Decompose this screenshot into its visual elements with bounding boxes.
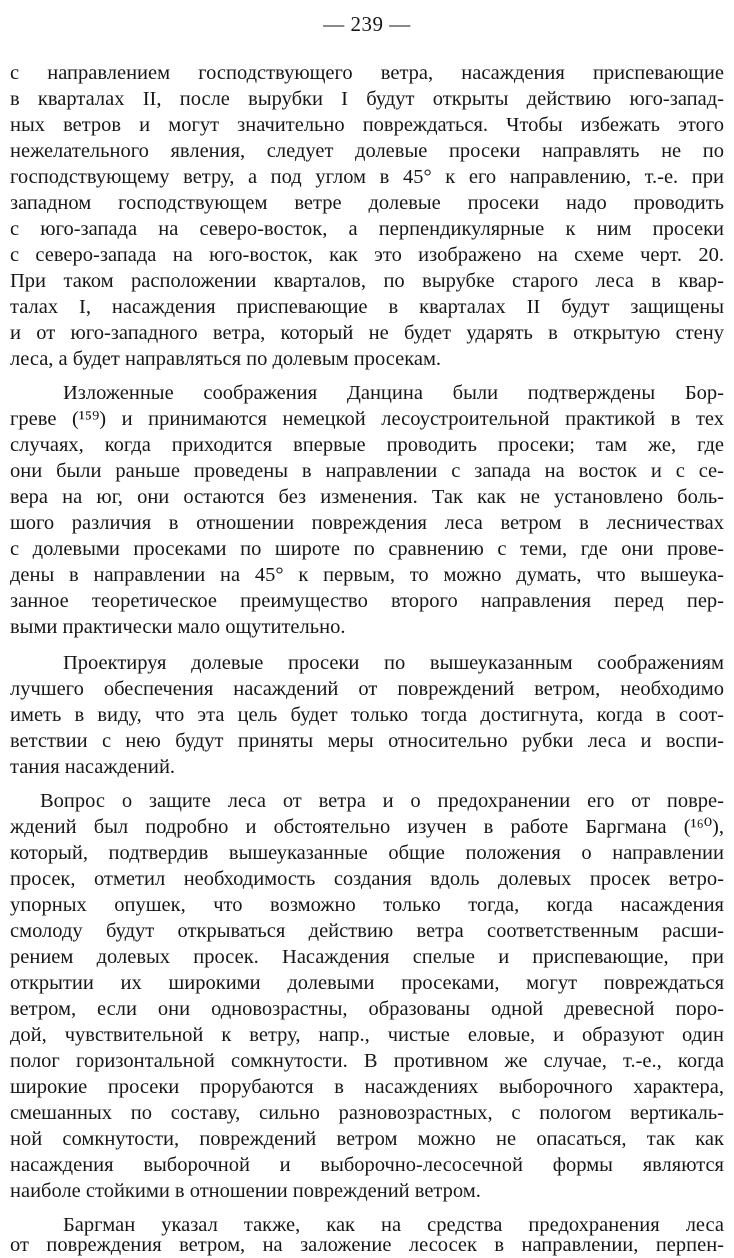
text-line: выми практически мало ощутительно. <box>10 616 346 638</box>
text-line: ветствии с нею будут приняты меры относительно рубки леса и воспи- <box>10 730 724 752</box>
text-line: открытии их широкими долевыми просеками, могут повреждаться <box>10 972 724 994</box>
text-line: с юго-запада на северо-восток, а перпендикулярные к ним просеки <box>10 218 724 240</box>
text-line: ждений был подробно и обстоятельно изучен в работе Баргмана (¹⁶⁰), <box>10 816 724 838</box>
text-line: ной сомкнутости, повреждений ветром можно не опасаться, так как <box>10 1128 724 1150</box>
text-line: нежелательного явления, следует долевые просеки направлять не по <box>10 140 724 162</box>
text-line: талах I, насаждения приспевающие в кварталах II будут защищены <box>10 296 724 318</box>
text-line: греве (¹⁵⁹) и принимаются немецкой лесоустроительной практикой в тех <box>10 408 724 430</box>
text-line: широкие просеки прорубаются в насаждениях выборочного характера, <box>10 1076 724 1098</box>
text-line: Вопрос о защите леса от ветра и о предохранении его от повре- <box>40 790 724 812</box>
text-line: насаждения выборочной и выборочно-лесосечной формы являются <box>10 1154 724 1176</box>
text-line: полог горизонтальной сомкнутости. В противном же случае, т.-е., когда <box>10 1050 724 1072</box>
text-line: от повреждения ветром, на заложение лесосек в направлении, перпен- <box>10 1234 724 1256</box>
text-line: с северо-запада на юго-восток, как это изображено на схеме черт. 20. <box>10 244 724 266</box>
text-line: наиболе стойкими в отношении повреждений ветром. <box>10 1180 481 1202</box>
page-number: — 239 — <box>323 12 411 36</box>
text-line: случаях, когда приходится впервые проводить просеки; там же, где <box>10 434 724 456</box>
text-line: дены в направлении на 45° к первым, то можно думать, что вышеука- <box>10 564 724 586</box>
text-line: тания насаждений. <box>10 756 176 778</box>
text-line: иметь в виду, что эта цель будет только тогда достигнута, когда в соот- <box>10 704 724 726</box>
text-line: вера на юг, они остаются без изменения. Так как не установлено боль- <box>10 486 724 508</box>
text-line: занное теоретическое преимущество второго направления перед пер- <box>10 590 724 612</box>
text-line: рением долевых просек. Насаждения спелые и приспевающие, при <box>10 946 724 968</box>
text-line: шого различия в отношении повреждения леса ветром в лесничествах <box>10 512 724 534</box>
text-line: дой, чувствительной к ветру, напр., чистые еловые, и образуют один <box>10 1024 724 1046</box>
text-line: с долевыми просеками по широте по сравнению с теми, где они прове- <box>10 538 724 560</box>
text-line: западном господствующем ветре долевые просеки надо проводить <box>10 192 724 214</box>
text-line: и от юго-западного ветра, который не будет ударять в открытую стену <box>10 322 724 344</box>
text-line: лучшего обеспечения насаждений от повреждений ветром, необходимо <box>10 678 724 700</box>
text-line: ветром, если они одновозрастны, образованы одной древесной поро- <box>10 998 724 1020</box>
text-line: с направлением господствующего ветра, насаждения приспевающие <box>10 62 724 84</box>
text-line: смешанных по составу, сильно разновозрастных, с пологом вертикаль- <box>10 1102 724 1124</box>
text-line: смолоду будут открываться действию ветра соответственным расши- <box>10 920 724 942</box>
text-line: Проектируя долевые просеки по вышеуказанным соображениям <box>63 652 724 674</box>
text-line: который, подтвердив вышеуказанные общие положения о направлении <box>10 842 724 864</box>
text-line: Баргман указал также, как на средства предохранения леса <box>63 1214 724 1236</box>
text-line: Изложенные соображения Данцина были подтверждены Бор- <box>63 382 724 404</box>
text-line: ных ветров и могут значительно повреждаться. Чтобы избежать этого <box>10 114 724 136</box>
text-line: господствующему ветру, а под углом в 45° к его направлению, т.-е. при <box>10 166 724 188</box>
text-line: При таком расположении кварталов, по вырубке старого леса в квар- <box>10 270 724 292</box>
text-line: леса, а будет направляться по долевым просекам. <box>10 348 442 370</box>
text-line: они были раньше проведены в направлении с запада на восток и с се- <box>10 460 724 482</box>
text-line: упорных опушек, что возможно только тогда, когда насаждения <box>10 894 724 916</box>
text-line: просек, отметил необходимость создания вдоль долевых просек ветро- <box>10 868 724 890</box>
text-line: в кварталах II, после вырубки I будут открыты действию юго-запад- <box>10 88 724 110</box>
